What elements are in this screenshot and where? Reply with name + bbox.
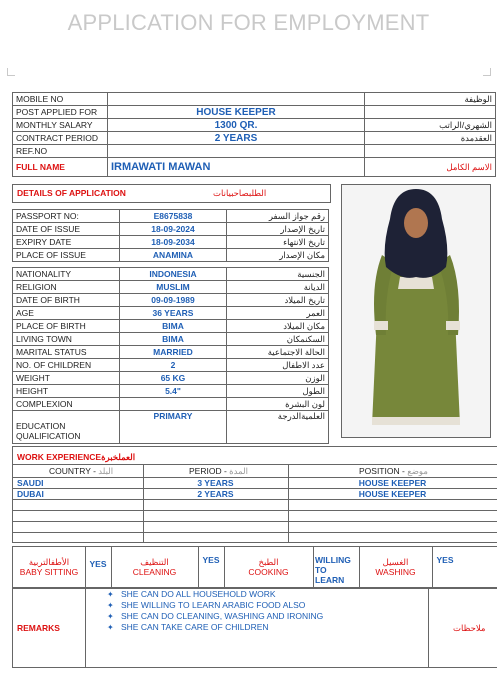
remark-item: ✦ SHE CAN TAKE CARE OF CHILDREN [107,622,323,633]
row-label: DATE OF BIRTH [13,294,120,307]
row-arabic: الطول [227,385,329,398]
personal-row [13,294,329,307]
corner-mark-right [483,68,491,76]
page-title: APPLICATION FOR EMPLOYMENT [67,10,430,35]
personal-row [13,268,329,281]
work-period: 3 YEARS [197,478,234,488]
remark-item: ✦ SHE CAN DO ALL HOUSEHOLD WORK [107,589,323,600]
row-label: PASSPORT NO: [13,210,120,223]
personal-row [13,359,329,372]
skill-cleaning-ar: التنظيف [140,557,169,567]
row-value: 65 KG [120,372,227,385]
skill-babysitting-en: BABY SITTING [19,567,79,577]
skill-babysitting-ar: الأطفالتربية [28,557,70,567]
skill-cooking-ar: الطبخ [258,557,279,567]
row-label: DATE OF ISSUE [13,223,120,236]
row-value: 1300 QR. [108,119,365,132]
personal-row [13,333,329,346]
row-value [108,145,365,158]
row-label: CONTRACT PERIOD [13,132,108,145]
row-value: HOUSE KEEPER [108,106,365,119]
row-arabic: الحالة الاجتماعية [227,346,329,359]
row-label: WEIGHT [13,372,120,385]
remarks-arabic: ملاحظات [453,623,486,633]
skill-cleaning-value: YES [202,555,220,565]
row-arabic: مكان الإصدار [227,249,329,262]
personal-row [13,320,329,333]
remark-item: ✦ SHE WILLING TO LEARN ARABIC FOOD ALSO [107,600,323,611]
skills-section [12,546,497,588]
row-label: MONTHLY SALARY [13,119,108,132]
remarks-label: REMARKS [17,623,60,633]
row-label: COMPLEXION [13,398,120,411]
passport-row [13,249,329,262]
personal-row [13,281,329,294]
passport-row [13,223,329,236]
person-illustration [342,185,490,437]
row-value: 18-09-2034 [120,236,227,249]
skill-cooking-en: COOKING [248,567,289,577]
row-value: BIMA [120,320,227,333]
row-arabic: عدد الاطفال [227,359,329,372]
row-value: 2 YEARS [108,132,365,145]
skill-cleaning-en: CLEANING [132,567,177,577]
skill-babysitting-value: YES [89,559,107,569]
remarks-list [107,589,323,633]
row-arabic: الوزن [227,372,329,385]
work-header [17,452,135,463]
header-row [13,119,496,132]
row-value [108,93,365,106]
row-label: AGE [13,307,120,320]
personal-row [13,398,329,411]
passport-row [13,210,329,223]
applicant-photo [341,184,491,438]
row-value: MUSLIM [120,281,227,294]
work-header-en: WORK EXPERIENCE [17,452,102,462]
header-row [13,132,496,145]
education-arabic: العلميةالدرجة [227,411,329,444]
col-position: POSITION - موضع [359,466,428,476]
row-label: LIVING TOWN [13,333,120,346]
corner-mark-left [7,68,15,76]
personal-row [13,307,329,320]
row-arabic [365,106,496,119]
row-arabic: تاريخ الميلاد [227,294,329,307]
row-value: E8675838 [120,210,227,223]
row-label: POST APPLIED FOR [13,106,108,119]
row-label: MOBILE NO [13,93,108,106]
header-table [12,92,496,177]
row-value: BIMA [120,333,227,346]
row-arabic: السكنمكان [227,333,329,346]
row-label: PLACE OF ISSUE [13,249,120,262]
work-country: DUBAI [17,489,44,499]
skill-cooking-value: WILLING TO LEARN [315,555,351,585]
work-position: HOUSE KEEPER [358,478,427,488]
row-value: INDONESIA [120,268,227,281]
row-label: NATIONALITY [13,268,120,281]
row-label: PLACE OF BIRTH [13,320,120,333]
work-position: HOUSE KEEPER [358,489,427,499]
row-value: 09-09-1989 [120,294,227,307]
personal-row [13,385,329,398]
row-label: NO. OF CHILDREN [13,359,120,372]
full-name-row [13,158,496,177]
row-label: EXPIRY DATE [13,236,120,249]
row-arabic: الشهري/الراتب [365,119,496,132]
education-row [13,411,329,444]
header-row [13,106,496,119]
row-arabic: العمر [227,307,329,320]
row-value [120,398,227,411]
row-arabic [365,145,496,158]
education-value: PRIMARY [120,411,227,444]
row-value: ANAMINA [120,249,227,262]
work-country: SAUDI [17,478,44,488]
row-arabic: العقدمدة [365,132,496,145]
education-label: EDUCATION QUALIFICATION [13,411,120,444]
personal-table [12,267,329,444]
skill-washing-en: WASHING [375,567,416,577]
work-period: 2 YEARS [197,489,234,499]
col-country: COUNTRY - البلد [49,466,114,476]
row-arabic: الديانة [227,281,329,294]
row-value: MARRIED [120,346,227,359]
row-arabic: رقم جواز السفر [227,210,329,223]
work-header-ar: العملخبرة [101,452,136,462]
row-value: 2 [120,359,227,372]
row-value: 18-09-2024 [120,223,227,236]
row-arabic: تاريخ الإصدار [227,223,329,236]
row-arabic: الجنسية [227,268,329,281]
header-row [13,93,496,106]
row-label: RELIGION [13,281,120,294]
passport-table [12,209,329,262]
skill-washing-ar: الغسيل [382,557,409,567]
row-arabic: مكان الميلاد [227,320,329,333]
row-label: HEIGHT [13,385,120,398]
remarks-section [12,588,497,668]
full-name-arabic: الاسم الكامل [365,158,496,177]
row-label: REF.NO [13,145,108,158]
row-value: 36 YEARS [120,307,227,320]
details-arabic: الطلبصاحبيانات [213,188,267,198]
details-header [12,184,331,203]
row-arabic: لون البشرة [227,398,329,411]
row-value: 5.4" [120,385,227,398]
full-name-label: FULL NAME [13,158,108,177]
row-label: MARITAL STATUS [13,346,120,359]
row-arabic: تاريخ الانتهاء [227,236,329,249]
personal-row [13,346,329,359]
full-name-value: IRMAWATI MAWAN [108,158,365,177]
row-arabic: الوظيفة [365,93,496,106]
col-period: PERIOD - المدة [189,466,248,476]
skill-washing-value: YES [436,555,454,565]
header-row [13,145,496,158]
personal-row [13,372,329,385]
remark-item: ✦ SHE CAN DO CLEANING, WASHING AND IRONING [107,611,323,622]
passport-row [13,236,329,249]
details-label: DETAILS OF APPLICATION [17,188,126,198]
work-experience-section [12,446,497,543]
